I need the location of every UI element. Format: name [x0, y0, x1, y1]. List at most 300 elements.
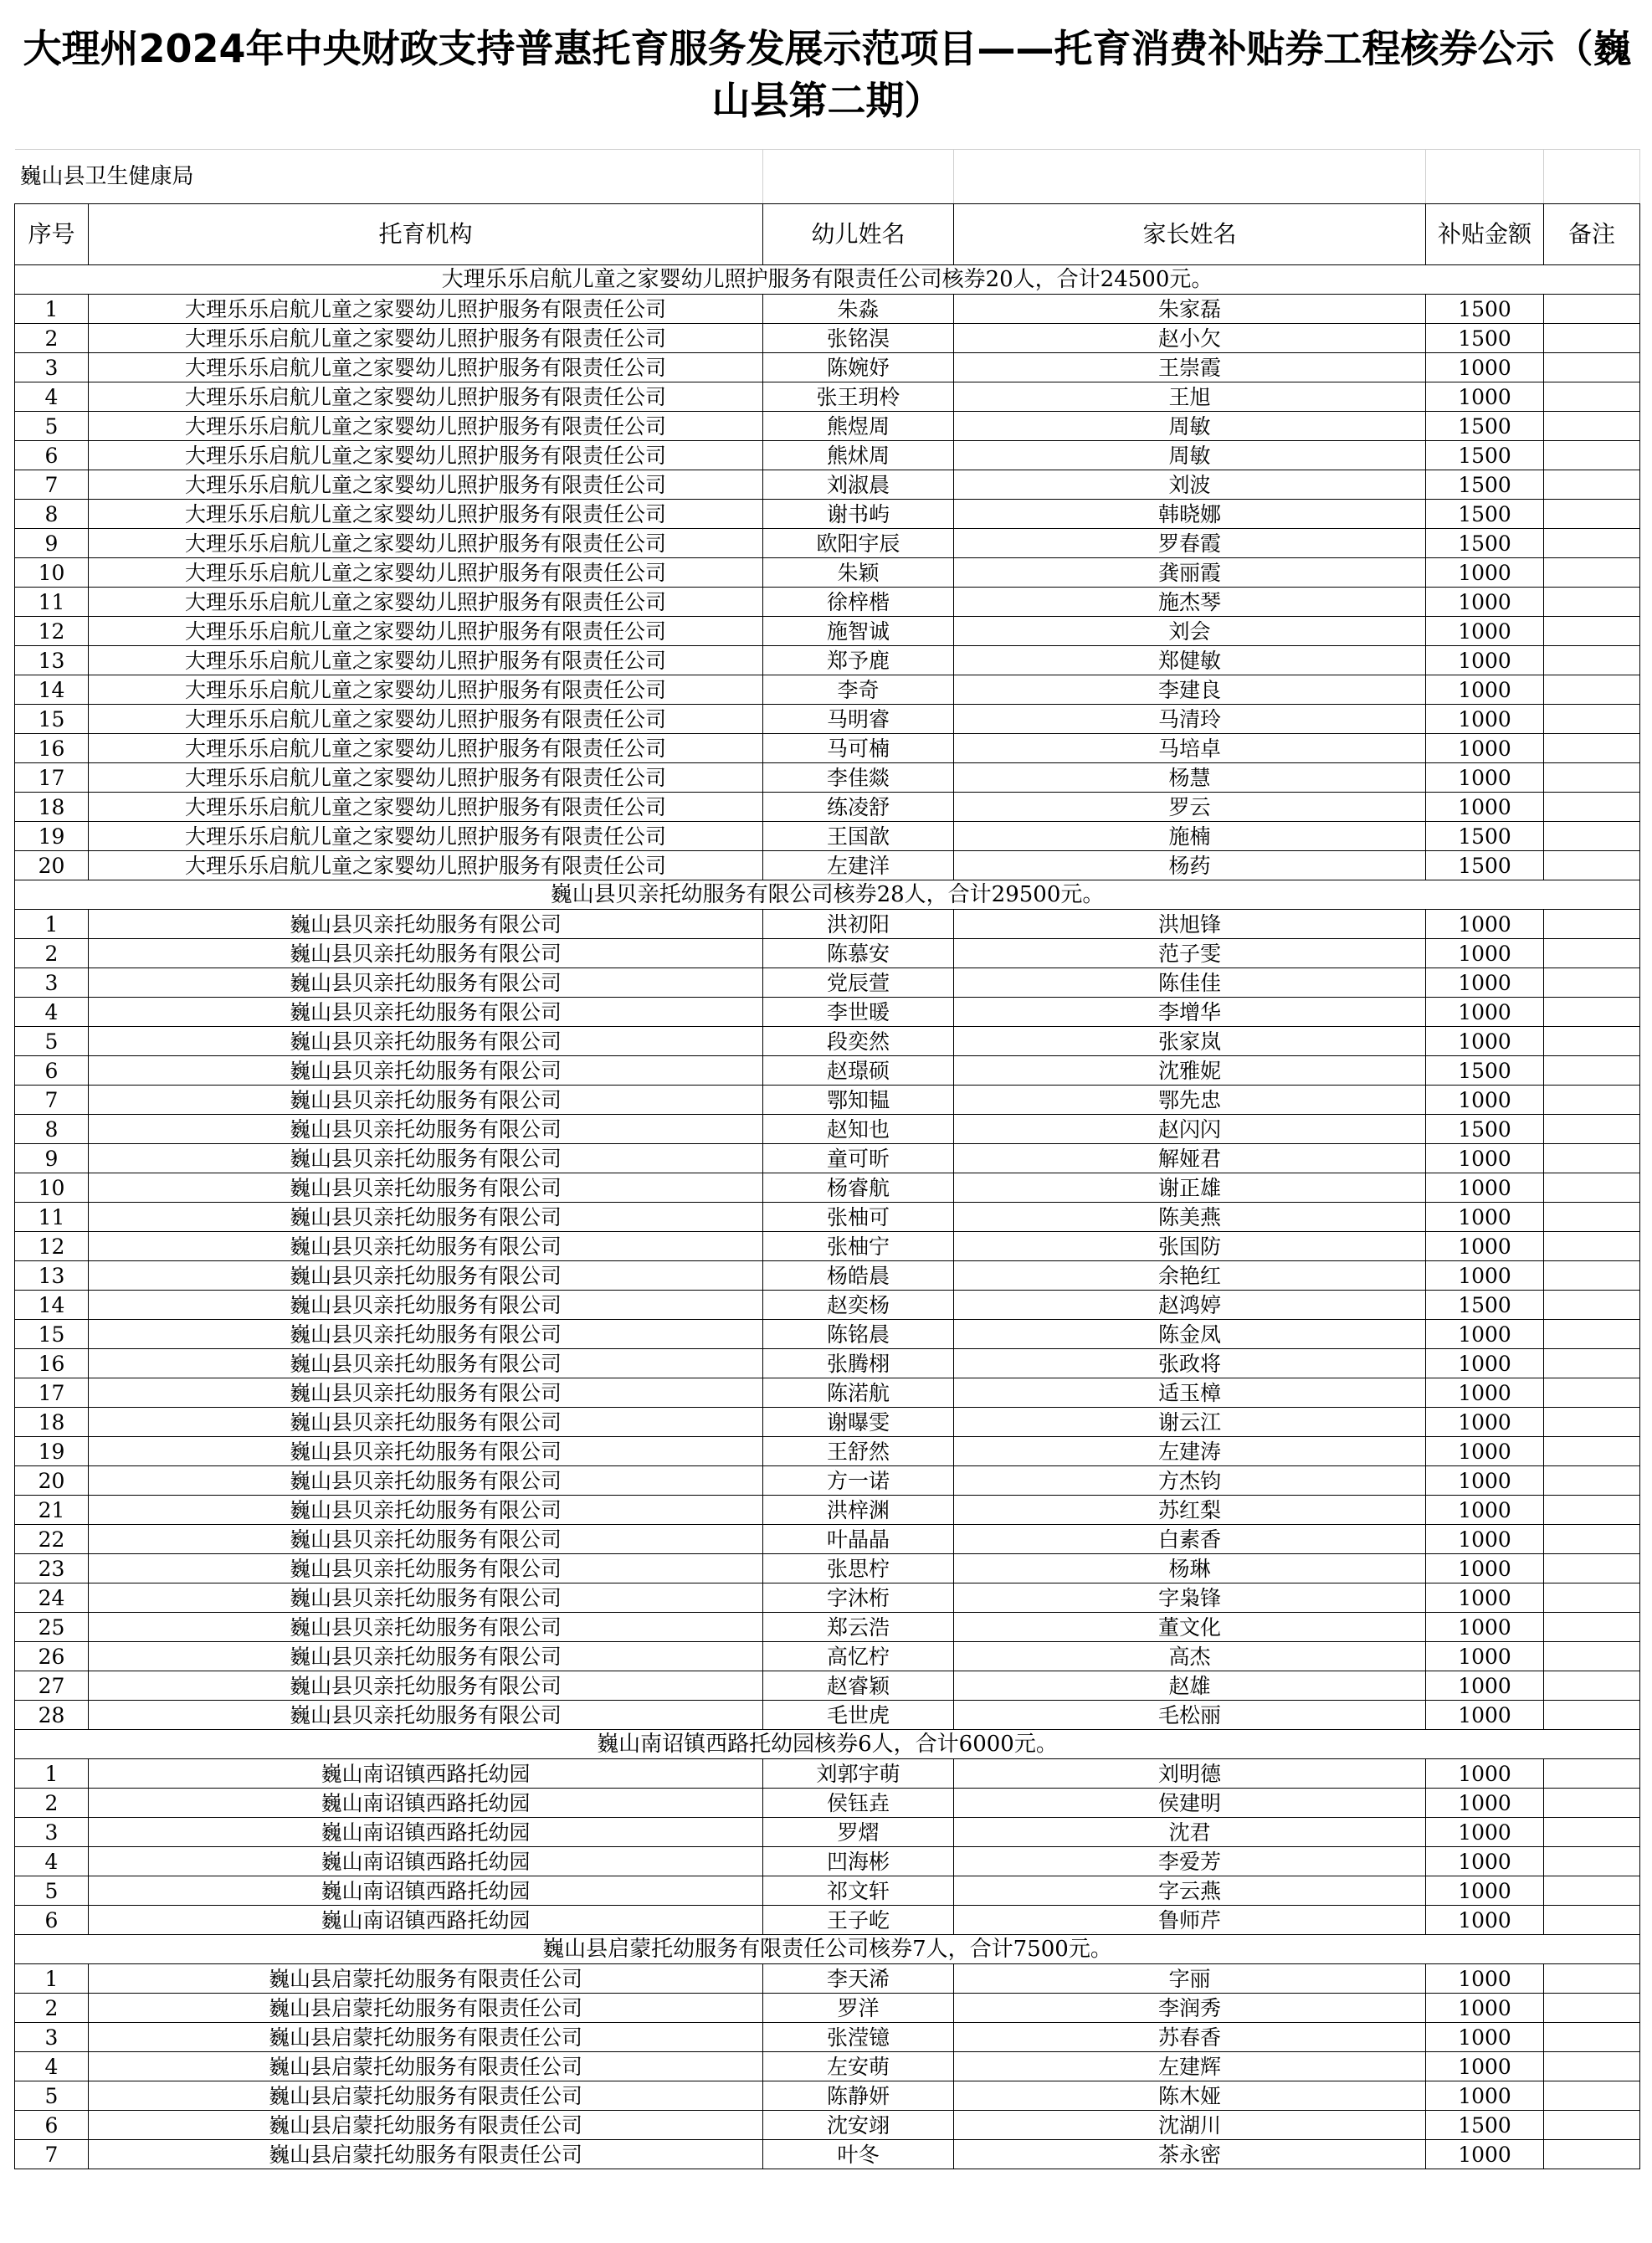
cell-child-name: 左建洋	[763, 851, 954, 880]
empty-cell	[954, 150, 1426, 204]
subsidy-table	[14, 0, 1640, 2169]
cell-parent-name: 茶永密	[954, 2140, 1426, 2169]
cell-amount: 1000	[1426, 705, 1544, 734]
cell-org: 巍山南诏镇西路托幼园	[89, 1876, 763, 1906]
cell-note	[1544, 529, 1640, 558]
cell-no: 3	[15, 353, 89, 382]
table-row	[15, 1437, 1640, 1466]
header-amount: 补贴金额	[1426, 204, 1544, 265]
cell-child-name: 张铭淏	[763, 324, 954, 353]
cell-child-name: 张思柠	[763, 1554, 954, 1583]
cell-org: 巍山县启蒙托幼服务有限责任公司	[89, 2081, 763, 2111]
cell-amount: 1000	[1426, 910, 1544, 939]
header-no: 序号	[15, 204, 89, 265]
cell-no: 13	[15, 1261, 89, 1291]
cell-no: 22	[15, 1525, 89, 1554]
cell-note	[1544, 2052, 1640, 2081]
cell-child-name: 叶晶晶	[763, 1525, 954, 1554]
table-row	[15, 851, 1640, 880]
cell-parent-name: 刘会	[954, 617, 1426, 646]
cell-parent-name: 字枭锋	[954, 1583, 1426, 1613]
cell-parent-name: 字丽	[954, 1964, 1426, 1994]
cell-note	[1544, 1261, 1640, 1291]
cell-child-name: 熊炢周	[763, 441, 954, 470]
table-row	[15, 1056, 1640, 1086]
cell-no: 5	[15, 1027, 89, 1056]
cell-note	[1544, 2111, 1640, 2140]
cell-note	[1544, 1583, 1640, 1613]
cell-child-name: 王子屹	[763, 1906, 954, 1935]
cell-org: 巍山县贝亲托幼服务有限公司	[89, 1144, 763, 1173]
cell-note	[1544, 1613, 1640, 1642]
cell-child-name: 左安萌	[763, 2052, 954, 2081]
cell-org: 巍山县贝亲托幼服务有限公司	[89, 1291, 763, 1320]
cell-amount: 1000	[1426, 617, 1544, 646]
table-row	[15, 1994, 1640, 2023]
cell-parent-name: 杨药	[954, 851, 1426, 880]
cell-org: 大理乐乐启航儿童之家婴幼儿照护服务有限责任公司	[89, 617, 763, 646]
cell-child-name: 张柚宁	[763, 1232, 954, 1261]
table-row	[15, 1203, 1640, 1232]
cell-note	[1544, 1291, 1640, 1320]
cell-parent-name: 适玉樟	[954, 1378, 1426, 1408]
cell-amount: 1000	[1426, 1261, 1544, 1291]
cell-org: 巍山县贝亲托幼服务有限公司	[89, 1173, 763, 1203]
cell-amount: 1000	[1426, 2081, 1544, 2111]
empty-cell	[1544, 150, 1640, 204]
table-row	[15, 1232, 1640, 1261]
table-row	[15, 529, 1640, 558]
page-title: 大理州2024年中央财政支持普惠托育服务发展示范项目——托育消费补贴券工程核券公示（巍山县第二期）	[23, 26, 1632, 123]
cell-note	[1544, 910, 1640, 939]
cell-note	[1544, 1876, 1640, 1906]
cell-parent-name: 杨琳	[954, 1554, 1426, 1583]
cell-org: 巍山县贝亲托幼服务有限公司	[89, 1320, 763, 1349]
cell-note	[1544, 470, 1640, 500]
cell-note	[1544, 558, 1640, 588]
empty-cell	[763, 150, 954, 204]
cell-amount: 1500	[1426, 1291, 1544, 1320]
cell-note	[1544, 2140, 1640, 2169]
cell-no: 12	[15, 1232, 89, 1261]
cell-no: 12	[15, 617, 89, 646]
cell-org: 巍山县启蒙托幼服务有限责任公司	[89, 1964, 763, 1994]
table-row	[15, 617, 1640, 646]
cell-child-name: 毛世虎	[763, 1701, 954, 1730]
header-parent: 家长姓名	[954, 204, 1426, 265]
cell-child-name: 李奇	[763, 675, 954, 705]
cell-amount: 1000	[1426, 1525, 1544, 1554]
cell-parent-name: 赵雄	[954, 1671, 1426, 1701]
cell-note	[1544, 1701, 1640, 1730]
cell-parent-name: 马培卓	[954, 734, 1426, 763]
cell-no: 3	[15, 2023, 89, 2052]
cell-amount: 1000	[1426, 1144, 1544, 1173]
cell-org: 巍山县贝亲托幼服务有限公司	[89, 1671, 763, 1701]
table-row	[15, 1906, 1640, 1935]
cell-child-name: 刘淑晨	[763, 470, 954, 500]
cell-child-name: 陈婉妤	[763, 353, 954, 382]
cell-parent-name: 李润秀	[954, 1994, 1426, 2023]
cell-amount: 1000	[1426, 1789, 1544, 1818]
cell-parent-name: 毛松丽	[954, 1701, 1426, 1730]
cell-org: 巍山县贝亲托幼服务有限公司	[89, 1027, 763, 1056]
cell-no: 18	[15, 1408, 89, 1437]
table-row	[15, 1613, 1640, 1642]
cell-amount: 1500	[1426, 529, 1544, 558]
cell-parent-name: 陈美燕	[954, 1203, 1426, 1232]
cell-parent-name: 罗云	[954, 793, 1426, 822]
cell-note	[1544, 441, 1640, 470]
cell-parent-name: 侯建明	[954, 1789, 1426, 1818]
cell-parent-name: 张家岚	[954, 1027, 1426, 1056]
cell-child-name: 陈静妍	[763, 2081, 954, 2111]
cell-parent-name: 赵鸿婷	[954, 1291, 1426, 1320]
cell-parent-name: 杨慧	[954, 763, 1426, 793]
header-note: 备注	[1544, 204, 1640, 265]
cell-note	[1544, 412, 1640, 441]
cell-org: 巍山县贝亲托幼服务有限公司	[89, 939, 763, 968]
cell-no: 1	[15, 910, 89, 939]
cell-no: 13	[15, 646, 89, 675]
section-summary-row	[15, 1935, 1640, 1964]
cell-child-name: 谢曝雯	[763, 1408, 954, 1437]
section-summary-row	[15, 880, 1640, 910]
cell-org: 大理乐乐启航儿童之家婴幼儿照护服务有限责任公司	[89, 822, 763, 851]
cell-child-name: 赵奕杨	[763, 1291, 954, 1320]
table-row	[15, 441, 1640, 470]
department-row	[15, 150, 1640, 204]
table-row	[15, 1818, 1640, 1847]
cell-org: 巍山县贝亲托幼服务有限公司	[89, 1086, 763, 1115]
cell-child-name: 陈铭晨	[763, 1320, 954, 1349]
cell-no: 24	[15, 1583, 89, 1613]
table-row	[15, 2140, 1640, 2169]
table-row	[15, 793, 1640, 822]
cell-amount: 1000	[1426, 588, 1544, 617]
table-row	[15, 1144, 1640, 1173]
cell-note	[1544, 1232, 1640, 1261]
cell-amount: 1000	[1426, 353, 1544, 382]
cell-org: 巍山县贝亲托幼服务有限公司	[89, 1466, 763, 1496]
cell-org: 大理乐乐启航儿童之家婴幼儿照护服务有限责任公司	[89, 324, 763, 353]
cell-note	[1544, 353, 1640, 382]
department-label: 巍山县卫生健康局	[15, 150, 763, 204]
cell-note	[1544, 646, 1640, 675]
cell-org: 大理乐乐启航儿童之家婴幼儿照护服务有限责任公司	[89, 558, 763, 588]
cell-parent-name: 施杰琴	[954, 588, 1426, 617]
cell-note	[1544, 1818, 1640, 1847]
cell-child-name: 欧阳宇辰	[763, 529, 954, 558]
cell-child-name: 李天浠	[763, 1964, 954, 1994]
table-row	[15, 2081, 1640, 2111]
cell-note	[1544, 1056, 1640, 1086]
cell-no: 20	[15, 851, 89, 880]
cell-parent-name: 沈君	[954, 1818, 1426, 1847]
cell-child-name: 陈渃航	[763, 1378, 954, 1408]
cell-org: 大理乐乐启航儿童之家婴幼儿照护服务有限责任公司	[89, 705, 763, 734]
cell-org: 大理乐乐启航儿童之家婴幼儿照护服务有限责任公司	[89, 500, 763, 529]
cell-note	[1544, 1906, 1640, 1935]
cell-note	[1544, 1554, 1640, 1583]
cell-parent-name: 陈金凤	[954, 1320, 1426, 1349]
cell-note	[1544, 617, 1640, 646]
cell-note	[1544, 1173, 1640, 1203]
cell-parent-name: 郑健敏	[954, 646, 1426, 675]
cell-org: 巍山县贝亲托幼服务有限公司	[89, 1349, 763, 1378]
cell-org: 巍山南诏镇西路托幼园	[89, 1789, 763, 1818]
cell-amount: 1000	[1426, 1466, 1544, 1496]
cell-org: 巍山县启蒙托幼服务有限责任公司	[89, 2140, 763, 2169]
cell-amount: 1000	[1426, 1964, 1544, 1994]
cell-parent-name: 王旭	[954, 382, 1426, 412]
cell-parent-name: 苏春香	[954, 2023, 1426, 2052]
cell-no: 5	[15, 2081, 89, 2111]
cell-parent-name: 朱家磊	[954, 295, 1426, 324]
cell-note	[1544, 1496, 1640, 1525]
header-row	[15, 204, 1640, 265]
table-row	[15, 324, 1640, 353]
cell-child-name: 高忆柠	[763, 1642, 954, 1671]
section-summary: 巍山县贝亲托幼服务有限公司核券28人，合计29500元。	[15, 880, 1640, 910]
cell-note	[1544, 1349, 1640, 1378]
cell-child-name: 张王玥柃	[763, 382, 954, 412]
cell-child-name: 徐梓楷	[763, 588, 954, 617]
table-row	[15, 1086, 1640, 1115]
title-row	[15, 0, 1640, 150]
cell-parent-name: 赵小欠	[954, 324, 1426, 353]
cell-no: 28	[15, 1701, 89, 1730]
cell-parent-name: 高杰	[954, 1642, 1426, 1671]
cell-amount: 1000	[1426, 1349, 1544, 1378]
cell-amount: 1000	[1426, 1759, 1544, 1789]
cell-amount: 1000	[1426, 1086, 1544, 1115]
cell-org: 大理乐乐启航儿童之家婴幼儿照护服务有限责任公司	[89, 470, 763, 500]
cell-org: 巍山县启蒙托幼服务有限责任公司	[89, 2023, 763, 2052]
table-row	[15, 939, 1640, 968]
cell-amount: 1000	[1426, 1408, 1544, 1437]
cell-org: 巍山南诏镇西路托幼园	[89, 1906, 763, 1935]
table-row	[15, 2023, 1640, 2052]
cell-org: 大理乐乐启航儿童之家婴幼儿照护服务有限责任公司	[89, 382, 763, 412]
cell-amount: 1000	[1426, 1027, 1544, 1056]
cell-amount: 1000	[1426, 734, 1544, 763]
cell-child-name: 朱颖	[763, 558, 954, 588]
cell-org: 巍山县贝亲托幼服务有限公司	[89, 1642, 763, 1671]
cell-child-name: 鄂知韫	[763, 1086, 954, 1115]
cell-note	[1544, 939, 1640, 968]
cell-amount: 1000	[1426, 382, 1544, 412]
cell-amount: 1500	[1426, 500, 1544, 529]
cell-child-name: 李佳燚	[763, 763, 954, 793]
cell-child-name: 沈安翊	[763, 2111, 954, 2140]
cell-parent-name: 周敏	[954, 412, 1426, 441]
table-row	[15, 500, 1640, 529]
table-row	[15, 1759, 1640, 1789]
cell-child-name: 刘郭宇萌	[763, 1759, 954, 1789]
cell-amount: 1000	[1426, 2052, 1544, 2081]
table-row	[15, 1583, 1640, 1613]
cell-child-name: 方一诺	[763, 1466, 954, 1496]
cell-note	[1544, 968, 1640, 998]
cell-no: 27	[15, 1671, 89, 1701]
cell-no: 1	[15, 1964, 89, 1994]
cell-amount: 1000	[1426, 1378, 1544, 1408]
cell-org: 大理乐乐启航儿童之家婴幼儿照护服务有限责任公司	[89, 793, 763, 822]
cell-org: 巍山县贝亲托幼服务有限公司	[89, 1613, 763, 1642]
cell-amount: 1500	[1426, 851, 1544, 880]
cell-org: 巍山县贝亲托幼服务有限公司	[89, 1408, 763, 1437]
table-row	[15, 1349, 1640, 1378]
table-row	[15, 968, 1640, 998]
cell-no: 5	[15, 1876, 89, 1906]
cell-note	[1544, 500, 1640, 529]
cell-note	[1544, 1378, 1640, 1408]
cell-no: 8	[15, 1115, 89, 1144]
cell-parent-name: 方杰钧	[954, 1466, 1426, 1496]
cell-org: 大理乐乐启航儿童之家婴幼儿照护服务有限责任公司	[89, 734, 763, 763]
cell-no: 14	[15, 1291, 89, 1320]
cell-no: 17	[15, 1378, 89, 1408]
cell-amount: 1500	[1426, 441, 1544, 470]
cell-note	[1544, 324, 1640, 353]
cell-amount: 1000	[1426, 675, 1544, 705]
table-row	[15, 734, 1640, 763]
cell-parent-name: 白素香	[954, 1525, 1426, 1554]
cell-parent-name: 李爱芳	[954, 1847, 1426, 1876]
cell-note	[1544, 1847, 1640, 1876]
cell-child-name: 张滢镱	[763, 2023, 954, 2052]
cell-note	[1544, 1203, 1640, 1232]
cell-note	[1544, 734, 1640, 763]
cell-child-name: 练凌舒	[763, 793, 954, 822]
table-row	[15, 763, 1640, 793]
cell-child-name: 侯钰垚	[763, 1789, 954, 1818]
cell-org: 巍山南诏镇西路托幼园	[89, 1818, 763, 1847]
cell-amount: 1000	[1426, 1320, 1544, 1349]
cell-parent-name: 施楠	[954, 822, 1426, 851]
cell-no: 2	[15, 1994, 89, 2023]
cell-parent-name: 李增华	[954, 998, 1426, 1027]
table-row	[15, 1261, 1640, 1291]
table-row	[15, 2111, 1640, 2140]
cell-amount: 1000	[1426, 1437, 1544, 1466]
cell-parent-name: 谢正雄	[954, 1173, 1426, 1203]
cell-parent-name: 陈佳佳	[954, 968, 1426, 998]
table-row	[15, 295, 1640, 324]
cell-no: 9	[15, 529, 89, 558]
table-row	[15, 1847, 1640, 1876]
cell-no: 15	[15, 705, 89, 734]
cell-parent-name: 周敏	[954, 441, 1426, 470]
cell-note	[1544, 1525, 1640, 1554]
cell-child-name: 马明睿	[763, 705, 954, 734]
cell-no: 16	[15, 1349, 89, 1378]
section-summary-row	[15, 265, 1640, 295]
cell-org: 巍山县贝亲托幼服务有限公司	[89, 1437, 763, 1466]
cell-note	[1544, 822, 1640, 851]
cell-note	[1544, 2081, 1640, 2111]
table-row	[15, 1378, 1640, 1408]
cell-amount: 1000	[1426, 1701, 1544, 1730]
table-row	[15, 412, 1640, 441]
cell-amount: 1500	[1426, 2111, 1544, 2140]
cell-org: 大理乐乐启航儿童之家婴幼儿照护服务有限责任公司	[89, 763, 763, 793]
cell-parent-name: 刘明德	[954, 1759, 1426, 1789]
cell-child-name: 熊煜周	[763, 412, 954, 441]
cell-parent-name: 范子雯	[954, 939, 1426, 968]
section-summary: 巍山南诏镇西路托幼园核券6人，合计6000元。	[15, 1730, 1640, 1759]
cell-no: 16	[15, 734, 89, 763]
cell-note	[1544, 705, 1640, 734]
cell-child-name: 凹海彬	[763, 1847, 954, 1876]
cell-note	[1544, 382, 1640, 412]
cell-note	[1544, 588, 1640, 617]
cell-org: 巍山县启蒙托幼服务有限责任公司	[89, 2052, 763, 2081]
cell-amount: 1000	[1426, 1642, 1544, 1671]
table-row	[15, 675, 1640, 705]
cell-note	[1544, 1408, 1640, 1437]
cell-parent-name: 董文化	[954, 1613, 1426, 1642]
cell-amount: 1500	[1426, 1056, 1544, 1086]
cell-child-name: 王国歆	[763, 822, 954, 851]
cell-no: 25	[15, 1613, 89, 1642]
cell-amount: 1000	[1426, 1173, 1544, 1203]
cell-no: 14	[15, 675, 89, 705]
cell-no: 6	[15, 2111, 89, 2140]
cell-child-name: 党辰萱	[763, 968, 954, 998]
cell-org: 巍山县贝亲托幼服务有限公司	[89, 1525, 763, 1554]
table-row	[15, 1701, 1640, 1730]
table-row	[15, 1642, 1640, 1671]
cell-no: 6	[15, 1056, 89, 1086]
table-row	[15, 1554, 1640, 1583]
cell-no: 15	[15, 1320, 89, 1349]
cell-child-name: 郑予鹿	[763, 646, 954, 675]
cell-amount: 1000	[1426, 793, 1544, 822]
cell-org: 巍山县启蒙托幼服务有限责任公司	[89, 2111, 763, 2140]
cell-child-name: 朱淼	[763, 295, 954, 324]
cell-no: 2	[15, 1789, 89, 1818]
cell-note	[1544, 763, 1640, 793]
cell-note	[1544, 793, 1640, 822]
cell-child-name: 罗熠	[763, 1818, 954, 1847]
cell-note	[1544, 1320, 1640, 1349]
cell-org: 巍山县贝亲托幼服务有限公司	[89, 1496, 763, 1525]
cell-child-name: 罗洋	[763, 1994, 954, 2023]
table-row	[15, 1671, 1640, 1701]
cell-note	[1544, 1642, 1640, 1671]
cell-no: 6	[15, 441, 89, 470]
cell-org: 巍山县贝亲托幼服务有限公司	[89, 1115, 763, 1144]
cell-org: 大理乐乐启航儿童之家婴幼儿照护服务有限责任公司	[89, 353, 763, 382]
cell-note	[1544, 1466, 1640, 1496]
table-row	[15, 1496, 1640, 1525]
cell-parent-name: 陈木娅	[954, 2081, 1426, 2111]
cell-note	[1544, 2023, 1640, 2052]
table-row	[15, 1291, 1640, 1320]
cell-no: 9	[15, 1144, 89, 1173]
cell-no: 17	[15, 763, 89, 793]
cell-parent-name: 鄂先忠	[954, 1086, 1426, 1115]
table-row	[15, 1115, 1640, 1144]
cell-no: 1	[15, 1759, 89, 1789]
cell-no: 18	[15, 793, 89, 822]
cell-note	[1544, 1994, 1640, 2023]
cell-note	[1544, 1964, 1640, 1994]
cell-amount: 1000	[1426, 1554, 1544, 1583]
cell-org: 巍山县启蒙托幼服务有限责任公司	[89, 1994, 763, 2023]
